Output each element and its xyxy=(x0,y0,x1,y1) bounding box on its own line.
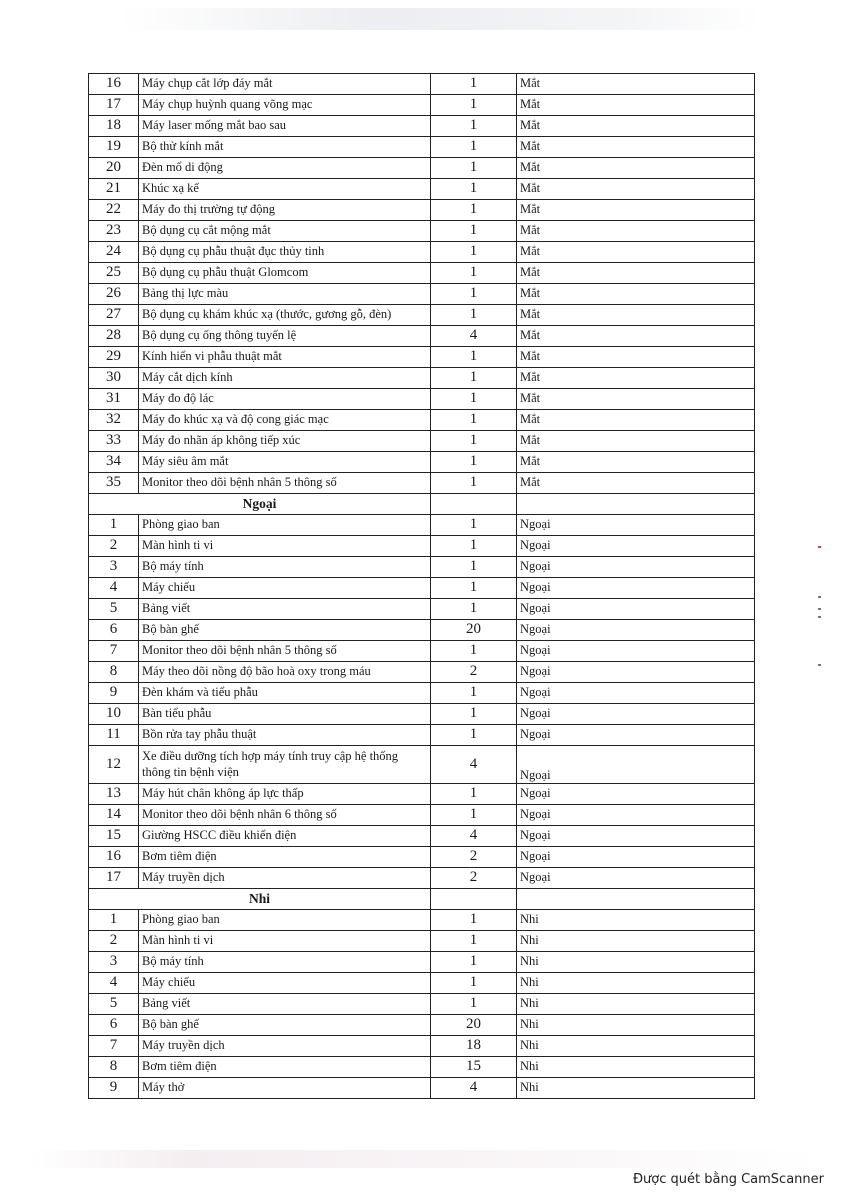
item-name-cell: Máy siêu âm mắt xyxy=(139,452,431,473)
table-row xyxy=(89,725,755,746)
table-row xyxy=(89,826,755,847)
stt-cell: 6 xyxy=(89,1015,139,1036)
department-cell: Ngoại xyxy=(517,847,755,868)
quantity-cell: 1 xyxy=(431,74,517,95)
item-name-cell: Bảng viết xyxy=(139,599,431,620)
quantity-cell: 1 xyxy=(431,242,517,263)
item-name-cell: Máy đo thị trường tự động xyxy=(139,200,431,221)
table-row xyxy=(89,746,755,784)
department-cell: Mắt xyxy=(517,200,755,221)
stt-cell: 4 xyxy=(89,973,139,994)
item-name-cell: Bộ bàn ghế xyxy=(139,1015,431,1036)
stt-cell: 28 xyxy=(89,326,139,347)
empty-cell xyxy=(431,494,517,515)
item-name-cell: Bộ dụng cụ ống thông tuyến lệ xyxy=(139,326,431,347)
item-name-cell: Phòng giao ban xyxy=(139,515,431,536)
table-row xyxy=(89,683,755,704)
item-name-cell: Monitor theo dõi bệnh nhân 5 thông số xyxy=(139,641,431,662)
department-cell: Nhi xyxy=(517,1015,755,1036)
scan-margin-mark xyxy=(818,664,821,666)
stt-cell: 4 xyxy=(89,578,139,599)
stt-cell: 13 xyxy=(89,784,139,805)
department-cell: Ngoại xyxy=(517,641,755,662)
table-row xyxy=(89,557,755,578)
department-cell: Ngoại xyxy=(517,536,755,557)
quantity-cell: 1 xyxy=(431,410,517,431)
stt-cell: 29 xyxy=(89,347,139,368)
department-cell: Nhi xyxy=(517,910,755,931)
quantity-cell: 1 xyxy=(431,116,517,137)
stt-cell: 20 xyxy=(89,158,139,179)
department-cell: Nhi xyxy=(517,1078,755,1099)
stt-cell: 19 xyxy=(89,137,139,158)
quantity-cell: 1 xyxy=(431,910,517,931)
department-cell: Mắt xyxy=(517,347,755,368)
item-name-cell: Bảng thị lực màu xyxy=(139,284,431,305)
stt-cell: 7 xyxy=(89,641,139,662)
item-name-cell: Máy đo độ lác xyxy=(139,389,431,410)
department-cell: Mắt xyxy=(517,473,755,494)
quantity-cell: 1 xyxy=(431,536,517,557)
quantity-cell: 15 xyxy=(431,1057,517,1078)
item-name-cell: Đèn khám và tiểu phẫu xyxy=(139,683,431,704)
stt-cell: 16 xyxy=(89,847,139,868)
quantity-cell: 1 xyxy=(431,931,517,952)
department-cell: Ngoại xyxy=(517,784,755,805)
department-cell: Mắt xyxy=(517,137,755,158)
quantity-cell: 1 xyxy=(431,641,517,662)
table-row xyxy=(89,74,755,95)
quantity-cell: 1 xyxy=(431,389,517,410)
quantity-cell: 1 xyxy=(431,179,517,200)
department-cell: Mắt xyxy=(517,95,755,116)
item-name-cell: Đèn mổ di động xyxy=(139,158,431,179)
stt-cell: 17 xyxy=(89,868,139,889)
quantity-cell: 4 xyxy=(431,326,517,347)
item-name-cell: Khúc xạ kế xyxy=(139,179,431,200)
department-cell: Ngoại xyxy=(517,662,755,683)
item-name-cell: Máy theo dõi nồng độ bão hoà oxy trong máu xyxy=(139,662,431,683)
table-row xyxy=(89,200,755,221)
item-name-cell: Máy hút chân không áp lực thấp xyxy=(139,784,431,805)
stt-cell: 12 xyxy=(89,746,139,784)
quantity-cell: 1 xyxy=(431,473,517,494)
department-cell: Ngoại xyxy=(517,704,755,725)
quantity-cell: 1 xyxy=(431,805,517,826)
department-cell: Mắt xyxy=(517,326,755,347)
scan-margin-mark xyxy=(818,608,821,610)
quantity-cell: 1 xyxy=(431,557,517,578)
quantity-cell: 1 xyxy=(431,973,517,994)
table-row xyxy=(89,662,755,683)
department-cell: Mắt xyxy=(517,158,755,179)
table-row xyxy=(89,704,755,725)
stt-cell: 1 xyxy=(89,910,139,931)
stt-cell: 27 xyxy=(89,305,139,326)
item-name-cell: Máy chụp cắt lớp đáy mắt xyxy=(139,74,431,95)
department-cell: Mắt xyxy=(517,74,755,95)
stt-cell: 35 xyxy=(89,473,139,494)
table-row xyxy=(89,599,755,620)
table-row xyxy=(89,1015,755,1036)
item-name-cell: Bộ máy tính xyxy=(139,952,431,973)
section-title: Nhi xyxy=(89,889,431,910)
table-row xyxy=(89,784,755,805)
department-cell: Ngoại xyxy=(517,868,755,889)
table-row xyxy=(89,305,755,326)
item-name-cell: Máy cắt dịch kính xyxy=(139,368,431,389)
table-row xyxy=(89,910,755,931)
stt-cell: 31 xyxy=(89,389,139,410)
item-name-cell: Màn hình ti vi xyxy=(139,536,431,557)
stt-cell: 33 xyxy=(89,431,139,452)
table-row xyxy=(89,221,755,242)
department-cell: Mắt xyxy=(517,221,755,242)
department-cell: Ngoại xyxy=(517,578,755,599)
item-name-cell: Bảng viết xyxy=(139,994,431,1015)
quantity-cell: 2 xyxy=(431,662,517,683)
item-name-cell: Máy đo nhãn áp không tiếp xúc xyxy=(139,431,431,452)
item-name-cell: Bộ máy tính xyxy=(139,557,431,578)
item-name-cell: Máy chụp huỳnh quang võng mạc xyxy=(139,95,431,116)
table-row xyxy=(89,95,755,116)
table-row xyxy=(89,410,755,431)
stt-cell: 22 xyxy=(89,200,139,221)
table-row xyxy=(89,284,755,305)
item-name-cell: Bộ dụng cụ cắt mộng mắt xyxy=(139,221,431,242)
section-title: Ngoại xyxy=(89,494,431,515)
quantity-cell: 2 xyxy=(431,868,517,889)
item-name-cell: Monitor theo dõi bệnh nhân 5 thông số xyxy=(139,473,431,494)
item-name-cell: Máy chiếu xyxy=(139,578,431,599)
table-row xyxy=(89,641,755,662)
table-row xyxy=(89,431,755,452)
department-cell: Mắt xyxy=(517,410,755,431)
department-cell: Mắt xyxy=(517,263,755,284)
stt-cell: 23 xyxy=(89,221,139,242)
section-row xyxy=(89,889,755,910)
quantity-cell: 1 xyxy=(431,683,517,704)
item-name-cell: Xe điều dưỡng tích hợp máy tính truy cập hệ thống thông tin bệnh viện xyxy=(139,746,431,784)
item-name-cell: Bồn rửa tay phẫu thuật xyxy=(139,725,431,746)
quantity-cell: 1 xyxy=(431,347,517,368)
table-row xyxy=(89,973,755,994)
department-cell: Mắt xyxy=(517,389,755,410)
quantity-cell: 20 xyxy=(431,620,517,641)
item-name-cell: Monitor theo dõi bệnh nhân 6 thông số xyxy=(139,805,431,826)
quantity-cell: 1 xyxy=(431,284,517,305)
stt-cell: 34 xyxy=(89,452,139,473)
stt-cell: 8 xyxy=(89,1057,139,1078)
stt-cell: 2 xyxy=(89,931,139,952)
quantity-cell: 1 xyxy=(431,431,517,452)
quantity-cell: 4 xyxy=(431,746,517,784)
scan-dot: · xyxy=(87,397,91,409)
department-cell: Mắt xyxy=(517,284,755,305)
department-cell: Nhi xyxy=(517,1036,755,1057)
stt-cell: 26 xyxy=(89,284,139,305)
table-row xyxy=(89,347,755,368)
stt-cell: 2 xyxy=(89,536,139,557)
table-row xyxy=(89,473,755,494)
stt-cell: 5 xyxy=(89,599,139,620)
camscanner-watermark: Được quét bằng CamScanner xyxy=(632,1172,824,1187)
quantity-cell: 1 xyxy=(431,200,517,221)
stt-cell: 15 xyxy=(89,826,139,847)
table-row xyxy=(89,116,755,137)
quantity-cell: 1 xyxy=(431,452,517,473)
section-row xyxy=(89,494,755,515)
table-row xyxy=(89,515,755,536)
scan-margin-mark xyxy=(818,546,821,548)
table-row xyxy=(89,242,755,263)
stt-cell: 7 xyxy=(89,1036,139,1057)
scan-margin-mark xyxy=(818,616,821,618)
quantity-cell: 1 xyxy=(431,704,517,725)
table-row xyxy=(89,179,755,200)
quantity-cell: 1 xyxy=(431,305,517,326)
stt-cell: 8 xyxy=(89,662,139,683)
item-name-cell: Bộ thử kính mắt xyxy=(139,137,431,158)
item-name-cell: Bộ bàn ghế xyxy=(139,620,431,641)
department-cell: Ngoại xyxy=(517,746,755,784)
table-row xyxy=(89,326,755,347)
table-row xyxy=(89,137,755,158)
quantity-cell: 20 xyxy=(431,1015,517,1036)
table-row xyxy=(89,158,755,179)
stt-cell: 1 xyxy=(89,515,139,536)
department-cell: Mắt xyxy=(517,242,755,263)
table-row xyxy=(89,389,755,410)
stt-cell: 5 xyxy=(89,994,139,1015)
department-cell: Ngoại xyxy=(517,683,755,704)
department-cell: Ngoại xyxy=(517,515,755,536)
department-cell: Ngoại xyxy=(517,620,755,641)
item-name-cell: Giường HSCC điều khiển điện xyxy=(139,826,431,847)
department-cell: Mắt xyxy=(517,431,755,452)
stt-cell: 9 xyxy=(89,1078,139,1099)
quantity-cell: 1 xyxy=(431,599,517,620)
empty-cell xyxy=(517,494,755,515)
empty-cell xyxy=(517,889,755,910)
department-cell: Ngoại xyxy=(517,599,755,620)
quantity-cell: 1 xyxy=(431,784,517,805)
item-name-cell: Bơm tiêm điện xyxy=(139,1057,431,1078)
item-name-cell: Máy đo khúc xạ và độ cong giác mạc xyxy=(139,410,431,431)
table-row xyxy=(89,536,755,557)
item-name-cell: Bộ dụng cụ phẫu thuật Glomcom xyxy=(139,263,431,284)
department-cell: Mắt xyxy=(517,179,755,200)
quantity-cell: 1 xyxy=(431,263,517,284)
table-row xyxy=(89,805,755,826)
department-cell: Ngoại xyxy=(517,805,755,826)
stt-cell: 16 xyxy=(89,74,139,95)
department-cell: Mắt xyxy=(517,368,755,389)
department-cell: Nhi xyxy=(517,931,755,952)
department-cell: Nhi xyxy=(517,952,755,973)
quantity-cell: 1 xyxy=(431,221,517,242)
department-cell: Ngoại xyxy=(517,826,755,847)
item-name-cell: Bộ dụng cụ khám khúc xạ (thước, gương gỗ, đèn) xyxy=(139,305,431,326)
quantity-cell: 1 xyxy=(431,994,517,1015)
table-row xyxy=(89,847,755,868)
stt-cell: 18 xyxy=(89,116,139,137)
item-name-cell: Phòng giao ban xyxy=(139,910,431,931)
stt-cell: 6 xyxy=(89,620,139,641)
item-name-cell: Máy truyền dịch xyxy=(139,868,431,889)
scan-margin-mark xyxy=(818,596,821,598)
department-cell: Nhi xyxy=(517,1057,755,1078)
equipment-table xyxy=(88,73,755,1099)
item-name-cell: Bơm tiêm điện xyxy=(139,847,431,868)
quantity-cell: 1 xyxy=(431,95,517,116)
table-row xyxy=(89,1078,755,1099)
quantity-cell: 1 xyxy=(431,158,517,179)
department-cell: Nhi xyxy=(517,973,755,994)
table-row xyxy=(89,1036,755,1057)
scan-smudge-bottom xyxy=(30,1150,820,1168)
quantity-cell: 2 xyxy=(431,847,517,868)
department-cell: Mắt xyxy=(517,116,755,137)
stt-cell: 14 xyxy=(89,805,139,826)
stt-cell: 30 xyxy=(89,368,139,389)
item-name-cell: Bàn tiểu phẫu xyxy=(139,704,431,725)
stt-cell: 25 xyxy=(89,263,139,284)
stt-cell: 21 xyxy=(89,179,139,200)
quantity-cell: 4 xyxy=(431,1078,517,1099)
item-name-cell: Máy laser mống mắt bao sau xyxy=(139,116,431,137)
item-name-cell: Máy chiếu xyxy=(139,973,431,994)
department-cell: Nhi xyxy=(517,994,755,1015)
quantity-cell: 1 xyxy=(431,137,517,158)
empty-cell xyxy=(431,889,517,910)
item-name-cell: Bộ dụng cụ phẫu thuật đục thủy tinh xyxy=(139,242,431,263)
table-row xyxy=(89,1057,755,1078)
quantity-cell: 1 xyxy=(431,952,517,973)
quantity-cell: 4 xyxy=(431,826,517,847)
quantity-cell: 1 xyxy=(431,578,517,599)
stt-cell: 17 xyxy=(89,95,139,116)
table-row xyxy=(89,952,755,973)
stt-cell: 10 xyxy=(89,704,139,725)
table-row xyxy=(89,578,755,599)
table-row xyxy=(89,994,755,1015)
table-row xyxy=(89,368,755,389)
department-cell: Ngoại xyxy=(517,725,755,746)
department-cell: Mắt xyxy=(517,305,755,326)
quantity-cell: 1 xyxy=(431,725,517,746)
equipment-table-body xyxy=(89,74,755,1099)
stt-cell: 3 xyxy=(89,557,139,578)
table-row xyxy=(89,263,755,284)
scan-smudge-top xyxy=(120,8,760,30)
stt-cell: 9 xyxy=(89,683,139,704)
table-row xyxy=(89,868,755,889)
quantity-cell: 1 xyxy=(431,515,517,536)
item-name-cell: Máy truyền dịch xyxy=(139,1036,431,1057)
table-row xyxy=(89,931,755,952)
quantity-cell: 1 xyxy=(431,368,517,389)
department-cell: Ngoại xyxy=(517,557,755,578)
item-name-cell: Màn hình ti vi xyxy=(139,931,431,952)
item-name-cell: Máy thở xyxy=(139,1078,431,1099)
stt-cell: 24 xyxy=(89,242,139,263)
table-row xyxy=(89,620,755,641)
stt-cell: 11 xyxy=(89,725,139,746)
item-name-cell: Kính hiển vi phẫu thuật mắt xyxy=(139,347,431,368)
table-row xyxy=(89,452,755,473)
stt-cell: 32 xyxy=(89,410,139,431)
department-cell: Mắt xyxy=(517,452,755,473)
quantity-cell: 18 xyxy=(431,1036,517,1057)
stt-cell: 3 xyxy=(89,952,139,973)
